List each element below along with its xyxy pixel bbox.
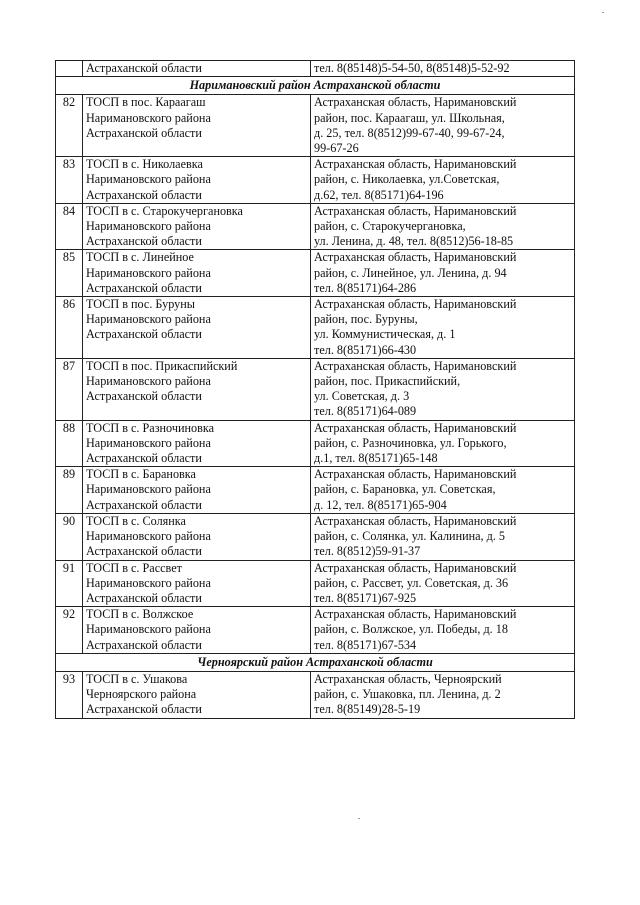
office-address [311,157,575,204]
row-number: 93 [56,671,83,718]
table-row [56,420,575,467]
table-row [56,671,575,718]
office-address [311,420,575,467]
table-row [56,203,575,250]
row-number: 88 [56,420,83,467]
table-row [56,358,575,420]
row-number: 83 [56,157,83,204]
cell-line: Астраханской области [86,389,202,404]
row-number: 92 [56,607,83,654]
cell-line: ТОСП в с. Николаевка [86,157,203,172]
office-name [83,671,311,718]
table-row [56,467,575,514]
cell-line: д.62, тел. 8(85171)64-196 [314,187,444,202]
office-name [83,157,311,204]
row-number [56,61,83,77]
office-name [83,467,311,514]
office-name [83,61,311,77]
cell-line: Астраханская область, Наримановский [314,420,517,435]
cell-line: Наримановского района [86,435,211,450]
table-row [56,560,575,607]
office-address [311,61,575,77]
office-name [83,560,311,607]
cell-line: 99-67-26 [314,141,359,156]
cell-line: Наримановского района [86,172,211,187]
cell-line: Наримановского района [86,110,211,125]
cell-line: д. 25, тел. 8(8512)99-67-40, 99-67-24, [314,125,505,140]
cell-line: район, с. Волжское, ул. Победы, д. 18 [314,622,508,637]
scan-speck [602,12,604,13]
cell-line: Астраханской области [86,187,202,202]
cell-line: Астраханская область, Наримановский [314,157,517,172]
office-address [311,250,575,297]
cell-line: д. 12, тел. 8(85171)65-904 [314,497,447,512]
cell-line: ТОСП в с. Солянка [86,513,186,528]
cell-line: Астраханская область, Наримановский [314,560,517,575]
office-name [83,297,311,359]
office-name [83,607,311,654]
cell-line: Астраханская область, Наримановский [314,297,517,312]
office-address [311,671,575,718]
table-row [56,607,575,654]
cell-line: ТОСП в с. Волжское [86,607,194,622]
section-header-row [56,77,575,95]
office-address [311,607,575,654]
cell-line: Астраханская область, Наримановский [314,358,517,373]
cell-line: Астраханской области [86,61,202,75]
cell-line: Наримановского района [86,312,211,327]
office-address [311,513,575,560]
table-row [56,513,575,560]
cell-line: ТОСП в с. Разночиновка [86,420,214,435]
row-number: 89 [56,467,83,514]
cell-line: Астраханская область, Наримановский [314,607,517,622]
section-header-row [56,653,575,671]
cell-line: район, с. Ушаковка, пл. Ленина, д. 2 [314,687,501,702]
office-name [83,203,311,250]
cell-line: Астраханской области [86,497,202,512]
cell-line: район, пос. Буруны, [314,312,418,327]
cell-line: тел. 8(85171)67-925 [314,590,417,605]
section-title: Наримановский район Астраханской области [56,77,575,95]
cell-line: ТОСП в пос. Караагаш [86,95,206,110]
office-address [311,95,575,157]
cell-line: Черноярского района [86,687,197,702]
cell-line: Астраханской области [86,702,202,717]
office-address [311,467,575,514]
office-address [311,203,575,250]
cell-line: ул. Коммунистическая, д. 1 [314,327,456,342]
cell-line: район, с. Солянка, ул. Калинина, д. 5 [314,529,506,544]
cell-line: ТОСП в с. Линейное [86,250,194,265]
cell-line: д.1, тел. 8(85171)65-148 [314,451,438,466]
table-row [56,250,575,297]
cell-line: Наримановского района [86,622,211,637]
cell-line: Наримановского района [86,265,211,280]
cell-line: Астраханская область, Наримановский [314,250,517,265]
cell-line: Наримановского района [86,529,211,544]
office-name [83,358,311,420]
cell-line: район, с. Разночиновка, ул. Горького, [314,435,507,450]
cell-line: район, пос. Прикаспийский, [314,374,461,389]
office-address [311,560,575,607]
offices-table [55,60,575,719]
cell-line: ТОСП в с. Ушакова [86,671,188,686]
document-page [55,60,575,719]
table-row [56,157,575,204]
row-number: 91 [56,560,83,607]
cell-line: район, пос. Караагаш, ул. Школьная, [314,110,505,125]
office-address [311,297,575,359]
cell-line: Наримановского района [86,374,211,389]
offices-table-body [56,61,575,719]
cell-line: Астраханской области [86,590,202,605]
table-row [56,95,575,157]
cell-line: Наримановского района [86,219,211,234]
cell-line: Астраханская область, Наримановский [314,467,517,482]
cell-line: Астраханской области [86,637,202,652]
cell-line: район, с. Рассвет, ул. Советская, д. 36 [314,575,509,590]
cell-line: ТОСП в с. Барановка [86,467,196,482]
office-name [83,420,311,467]
row-number: 86 [56,297,83,359]
row-number: 87 [56,358,83,420]
cell-line: Астраханской области [86,234,202,249]
cell-line: ТОСП в пос. Прикаспийский [86,358,238,373]
table-row [56,297,575,359]
cell-line: тел. 8(85148)5-54-50, 8(85148)5-52-92 [314,61,510,75]
cell-line: Астраханской области [86,451,202,466]
cell-line: тел. 8(85171)64-089 [314,404,417,419]
cell-line: ул. Ленина, д. 48, тел. 8(8512)56-18-85 [314,234,514,249]
cell-line: Астраханской области [86,280,202,295]
cell-line: район, с. Старокучергановка, [314,219,466,234]
cell-line: Астраханской области [86,125,202,140]
cell-line: Наримановского района [86,482,211,497]
cell-line: ТОСП в с. Рассвет [86,560,182,575]
row-number: 82 [56,95,83,157]
office-name [83,513,311,560]
cell-line: тел. 8(85171)67-534 [314,637,417,652]
section-title: Черноярский район Астраханской области [56,653,575,671]
cell-line: ул. Советская, д. 3 [314,389,410,404]
scan-speck [358,818,360,819]
cell-line: тел. 8(85171)66-430 [314,342,417,357]
cell-line: тел. 8(85149)28-5-19 [314,702,421,717]
cell-line: Наримановского района [86,575,211,590]
row-number: 90 [56,513,83,560]
cell-line: Астраханская область, Наримановский [314,203,517,218]
cell-line: Астраханская область, Наримановский [314,513,517,528]
office-address [311,358,575,420]
cell-line: Астраханская область, Наримановский [314,95,517,110]
row-number: 84 [56,203,83,250]
office-name [83,95,311,157]
cell-line: тел. 8(8512)59-91-37 [314,544,421,559]
cell-line: район, с. Барановка, ул. Советская, [314,482,496,497]
cell-line: район, с. Линейное, ул. Ленина, д. 94 [314,265,507,280]
cell-line: Астраханской области [86,544,202,559]
cell-line: ТОСП в с. Старокучергановка [86,203,243,218]
office-name [83,250,311,297]
cell-line: район, с. Николаевка, ул.Советская, [314,172,500,187]
cell-line: Астраханской области [86,327,202,342]
cell-line: ТОСП в пос. Буруны [86,297,195,312]
row-number: 85 [56,250,83,297]
cell-line: тел. 8(85171)64-286 [314,280,417,295]
table-row [56,61,575,77]
cell-line: Астраханская область, Черноярский [314,671,502,686]
